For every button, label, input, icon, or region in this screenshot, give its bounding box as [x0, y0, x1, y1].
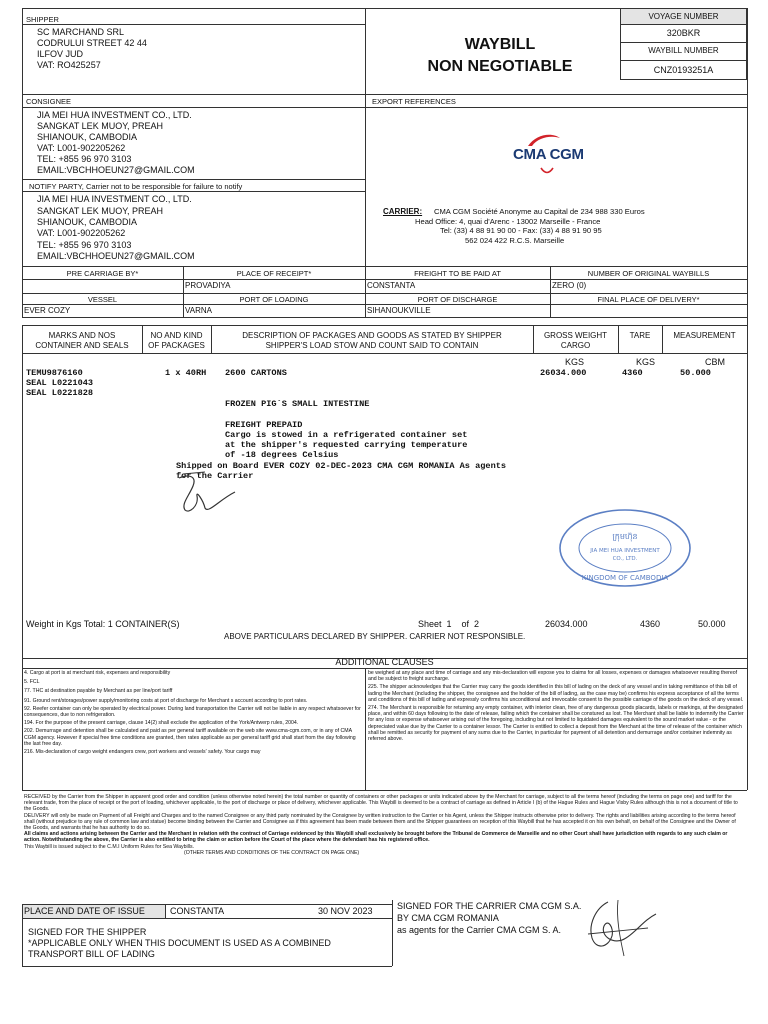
unit-gross: KGS — [565, 357, 585, 367]
clause-item: 202. Demurrage and detention shall be calculated and paid as per general tariff available on the web site www.cma-cgm.com, or in any of CMA CGM agency. However if special free time conditions are granted, then rates applicable as per general tariff grid shall start from the day following the last free day. — [24, 728, 356, 747]
consignee-line: EMAIL:VBCHHOEUN27@GMAIL.COM — [37, 165, 195, 175]
consignee-line: SHIANOUK, CAMBODIA — [37, 132, 138, 142]
gross-weight: 26034.000 — [540, 368, 587, 378]
total-tare: 4360 — [640, 619, 661, 629]
cartons: 2600 CARTONS — [225, 368, 287, 378]
shipper-line: SC MARCHAND SRL — [37, 27, 125, 37]
col-measurement: MEASUREMENT — [673, 331, 736, 340]
clause-item: 194. For the purpose of the present carriage, clause 14(2) shall exclude the application of the York/Antwerp rules, 2004. — [24, 720, 299, 727]
stamp-co-text: CO., LTD. — [612, 556, 638, 562]
shipped-on-board: for the Carrier — [176, 471, 254, 481]
col-gross-line1: GROSS WEIGHT — [543, 331, 608, 340]
clause-item: 4. Cargo at port is at merchant risk, expenses and responsibility — [24, 670, 171, 676]
seal-number: SEAL L0221043 — [26, 378, 94, 388]
shipper-label: SHIPPER — [26, 15, 59, 24]
notify-line: VAT: L001-902205262 — [37, 228, 126, 238]
col-marks-line1: MARKS AND NOS — [48, 331, 116, 340]
carrier-signature-line: BY CMA CGM ROMANIA — [397, 913, 499, 923]
pod-label: PORT OF DISCHARGE — [417, 295, 498, 304]
carrier-line: Head Office: 4, quai d'Arenc - 13002 Marseille - France — [415, 217, 601, 226]
col-gross — [533, 331, 618, 351]
col-kind-line1: NO AND KIND — [150, 331, 203, 340]
col-desc-line2: SHIPPER'S LOAD STOW AND COUNT SAID TO CONTAIN — [265, 341, 479, 350]
final-delivery-label: FINAL PLACE OF DELIVERY* — [597, 295, 700, 304]
col-desc-line1: DESCRIPTION OF PACKAGES AND GOODS AS STATED BY SHIPPER — [242, 331, 502, 340]
description-line: FREIGHT PREPAID — [225, 420, 303, 430]
declared-note: ABOVE PARTICULARS DECLARED BY SHIPPER. CARRIER NOT RESPONSIBLE. — [224, 632, 526, 641]
shipper-line: VAT: RO425257 — [37, 60, 101, 70]
notify-line: JIA MEI HUA INVESTMENT CO., LTD. — [37, 194, 192, 204]
clause-item: 92. Reefer container can only be operated by electrical power. During land transportation the Carrier will not be liable in any respect whatsoever for consequences, due to non refrigeration. — [24, 705, 361, 719]
carrier-line: CMA CGM Société Anonyme au Capital de 234 988 330 Euros — [434, 207, 645, 216]
export-references-label: EXPORT REFERENCES — [372, 97, 456, 106]
clauses-left — [24, 670, 362, 755]
terms-paragraph: This Waybill is issued subject to the C.M.I Uniform Rules for Sea Waybills. — [24, 843, 194, 850]
date-of-issue: 30 NOV 2023 — [318, 906, 373, 916]
place-date-label: PLACE AND DATE OF ISSUE — [24, 906, 145, 916]
shipped-on-board: Shipped on Board EVER COZY 02-DEC-2023 CMA CGM ROMANIA As agents — [176, 461, 507, 471]
terms-paragraph: RECEIVED by the Carrier from the Shipper in apparent good order and condition (unless otherwise noted herein) the total number or quantity of containers or other packages or units indicated above by the Merchant for carriage, subject to all the terms hereof (including the terms on page one) and tariff for the relevant trade, from the place of receipt or the port of loading, whichever applicable, to the port of discharge or place of delivery, whichever applicable. This Waybill is deemed to be a contract of carriage as defined in Article I (b) of the Hague Rules and Hague Visby Rules although this is not a document of title to the Goods. — [24, 794, 738, 813]
col-kind — [142, 331, 211, 351]
voyage-number: 320BKR — [666, 28, 701, 38]
clause-item: 216. Mis-declaration of cargo weight endangers crew, port workers and vessels' safety. Your cargo may — [24, 749, 261, 756]
unit-tare: KGS — [636, 357, 656, 367]
signed-shipper: SIGNED FOR THE SHIPPER — [28, 927, 147, 937]
total-gross: 26034.000 — [545, 619, 588, 629]
weight-total: Weight in Kgs Total: 1 CONTAINER(S) — [26, 619, 180, 629]
carrier-signature-icon — [578, 898, 658, 958]
shipper-line: CODRULUI STREET 42 44 — [37, 38, 147, 48]
orig-waybills-value: ZERO (0) — [552, 281, 587, 290]
total-cbm: 50.000 — [698, 619, 726, 629]
consignee-line: SANGKAT LEK MUOY, PREAH — [37, 121, 164, 131]
stamp-bottom-text: KINGDOM OF CAMBODIA — [581, 574, 669, 582]
title-non-negotiable: NON NEGOTIABLE — [427, 58, 573, 75]
company-stamp-icon — [556, 506, 694, 590]
tare-weight: 4360 — [622, 368, 643, 378]
pre-carriage-label: PRE CARRIAGE BY* — [66, 269, 139, 278]
carrier-label: CARRIER: — [383, 207, 423, 216]
waybill-number: CNZ0193251A — [653, 65, 714, 75]
additional-clauses-header: ADDITIONAL CLAUSES — [335, 657, 434, 667]
vessel-value: EVER COZY — [24, 306, 71, 315]
description-line: Cargo is stowed in a refrigerated container set — [225, 430, 468, 440]
clause-item: 77. THC at destination payable by Merchant as per line/port tariff — [24, 688, 173, 695]
terms-section — [24, 794, 744, 856]
col-gross-line2: CARGO — [560, 341, 591, 350]
freight-value: CONSTANTA — [367, 281, 416, 290]
stamp-top-text: ក្រុមហ៊ុន — [612, 532, 638, 541]
orig-waybills-label: NUMBER OF ORIGINAL WAYBILLS — [587, 269, 710, 278]
seal-number: SEAL L0221828 — [26, 388, 94, 398]
pol-label: PORT OF LOADING — [239, 295, 309, 304]
col-kind-line2: OF PACKAGES — [148, 341, 205, 350]
container-number: TEMU9876160 — [26, 368, 83, 378]
notify-line: SANGKAT LEK MUOY, PREAH — [37, 206, 164, 216]
notify-label: NOTIFY PARTY, Carrier not to be responsible for failure to notify — [29, 182, 243, 191]
consignee-line: JIA MEI HUA INVESTMENT CO., LTD. — [37, 110, 192, 120]
place-of-issue: CONSTANTA — [170, 906, 225, 916]
goods-description: FROZEN PIG`S SMALL INTESTINE — [225, 399, 370, 409]
consignee-line: TEL: +855 96 970 3103 — [37, 154, 132, 164]
col-marks — [22, 331, 142, 351]
clause-item: 5. FCL — [24, 679, 40, 686]
logo-underline-icon — [540, 166, 554, 176]
voyage-label: VOYAGE NUMBER — [621, 9, 746, 24]
logo-text: CMA CGM — [513, 146, 584, 163]
pod-value: SIHANOUKVILLE — [367, 306, 431, 315]
place-receipt-value: PROVADIYA — [185, 281, 231, 290]
carrier-line: Tel: (33) 4 88 91 90 00 - Fax: (33) 4 88 91 90 95 — [440, 226, 602, 235]
package-count: 1 x 40RH — [165, 368, 207, 378]
col-tare: TARE — [629, 331, 651, 340]
place-receipt-label: PLACE OF RECEIPT* — [236, 269, 312, 278]
consignee-line: VAT: L001-902205262 — [37, 143, 126, 153]
title-waybill: WAYBILL — [464, 36, 536, 53]
col-marks-line2: CONTAINER AND SEALS — [35, 341, 129, 350]
carrier-signature-line: as agents for the Carrier CMA CGM S. A. — [397, 925, 562, 935]
description-line: at the shipper's requested carrying temperature — [225, 440, 468, 450]
carrier-signature-line: SIGNED FOR THE CARRIER CMA CGM S.A. — [397, 901, 582, 911]
clause-item: 91. Ground rent/storages/power supply/monitoring costs at port of discharge for Merchant s account according to port rates. — [24, 697, 308, 704]
description-line: of -18 degrees Celsius — [225, 450, 339, 460]
terms-other: (OTHER TERMS AND CONDITIONS OF THE CONTRACT ON PAGE ONE) — [184, 849, 360, 856]
clauses-right — [368, 670, 744, 742]
clause-item: be weighed at any place and time of carriage and any mis-declaration will expose you to claims for all losses, expenses or damages whatsoever resulting thereof and be subject to freight surcharge. — [368, 670, 738, 683]
sheet-count: Sheet 1 of 2 — [418, 619, 480, 629]
terms-bold-paragraph: All claims and actions arising between the Carrier and the Merchant in relation with the contract of Carriage evidenced by this Waybill shall exclusively be brought before the Tribunal de Commerce de Marseille and no other Court shall have jurisdiction with regards to any such claim or action. Notwithstanding the above, the Carrier is also entitled to bring the claim or action before the Court of the place where the defendant has his registered office. — [24, 831, 728, 844]
waybill-number-label: WAYBILL NUMBER — [648, 46, 719, 55]
unit-measure: CBM — [705, 357, 725, 367]
consignee-label: CONSIGNEE — [26, 97, 72, 106]
cbm-value: 50.000 — [680, 368, 711, 378]
footer-note: TRANSPORT BILL OF LADING — [28, 949, 155, 959]
clause-item: 225. The shipper acknowledges that the Carrier may carry the goods identified in this bill of lading on the deck of any vessel and in taking remittance of this bill of lading the Merchant (including the shipper, the consignee and the holder of the bill of lading, as the case may be) confirms his express acceptance of all the terms and conditions of this bill of lading and expressly confirms his unconditional and irrevocable consent to the possible carriage of the goods on the deck of any vessel. — [368, 684, 744, 703]
shipper-line: ILFOV JUD — [37, 49, 84, 59]
terms-paragraph: DELIVERY will only be made on Payment of all Freight and Charges and to the named Consignee or any third party nominated by the Consignee by written instruction to the Carrier or his Agent, unless the Shipper instructs otherwise prior to delivery. The rights and liabilities arising according to the terms hereof shall (without prejudice to any rule of common law and statue) become binding between the Carrier and Consignee as if this agreement has been made between them and the Shipper guarantees on reception of this Waybill that he has accepted it on his own behalf, on behalf of the Consignee and the Owner of the Goods, and warrants that he has authority to do so. — [24, 812, 736, 832]
notify-line: TEL: +855 96 970 3103 — [37, 240, 132, 250]
shipped-signature-icon — [175, 470, 245, 518]
footer-note: *APPLICABLE ONLY WHEN THIS DOCUMENT IS USED AS A COMBINED — [28, 938, 331, 948]
clause-item: 274. The Merchant is responsible for returning any empty container, with interior clean, free of any dangerous goods placards, labels or markings, at the designated place, and within 60 days following to the date of release, failing which the container shall be constured as lost. The Merchant shall be liable to indemnify the Carrier for any loss or expense whatsoever arising out of the foregoing, including but not limited to liquidated damages equivalent to the sound market value - or the depreciated value due by the Carrier to a container lessor. The Carrier is entitled to collect a deposit from the Merchant at the time of release of the container which shall be remitted as security for payment of any sums due to the Carrier, in particular for payment of all detention and demurrage and/or container indemnity as referred above. — [368, 705, 744, 743]
notify-line: EMAIL:VBCHHOEUN27@GMAIL.COM — [37, 251, 195, 261]
carrier-line: 562 024 422 R.C.S. Marseille — [465, 236, 565, 245]
pol-value: VARNA — [185, 306, 212, 315]
freight-label: FREIGHT TO BE PAID AT — [414, 269, 501, 278]
stamp-company-text: JIA MEI HUA INVESTMENT — [590, 548, 660, 554]
vessel-label: VESSEL — [87, 295, 118, 304]
notify-line: SHIANOUK, CAMBODIA — [37, 217, 138, 227]
col-description — [211, 331, 533, 351]
document-title — [400, 34, 600, 78]
